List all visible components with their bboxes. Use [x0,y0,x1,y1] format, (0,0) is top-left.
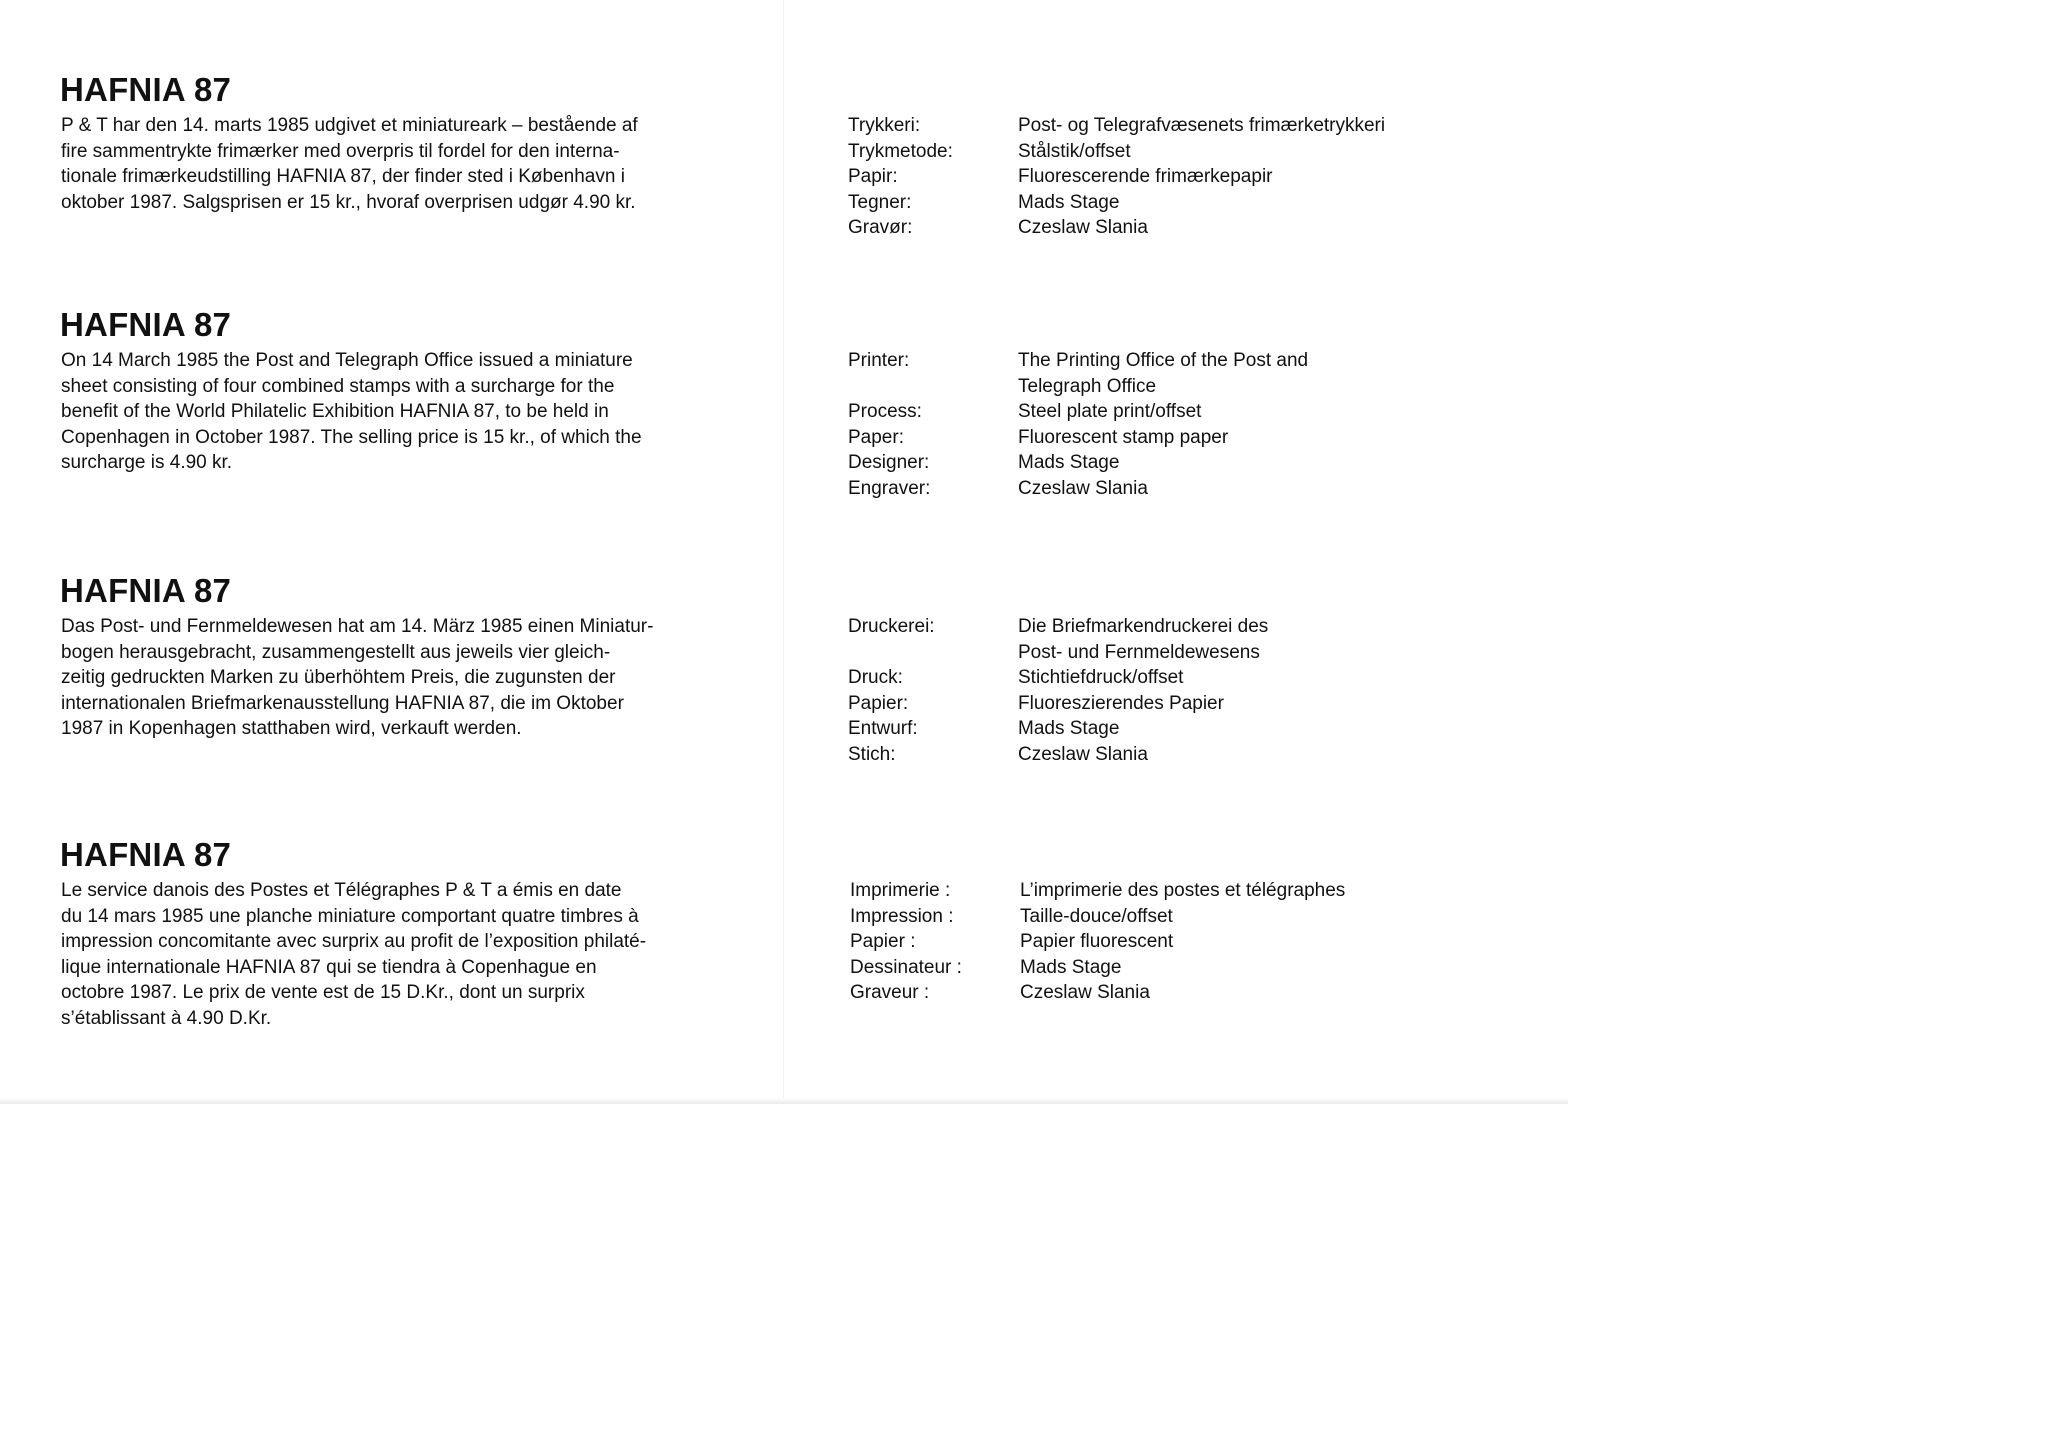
spec-value [1018,425,1528,451]
spec-value [1018,476,1528,502]
specifications-list [848,348,1528,501]
spec-value-line: Post- og Telegrafvæsenets frimærketrykkeri [1018,115,1386,136]
spec-value-line: Post- und Fernmeldewesens [1018,641,1260,663]
spec-label: Impression : [850,905,954,927]
page-bottom-edge [0,1098,1568,1104]
spec-row [850,878,1530,904]
spec-value-line: Czeslaw Slania [1018,217,1148,238]
description-line: benefit of the World Philatelic Exhibition HAFNIA 87, to be held in [61,401,609,422]
spec-value [1020,955,1530,981]
spec-label: Dessinateur : [850,956,962,978]
specifications-list [848,113,1528,241]
description-paragraph [61,348,761,476]
spec-label: Druck: [848,667,903,688]
description-line: tionale frimærkeudstilling HAFNIA 87, der finder sted i København i [61,166,625,187]
spec-value [1018,716,1528,742]
spec-value [1020,878,1530,904]
spec-value [1018,742,1528,768]
description-line: 1987 in Kopenhagen statthaben wird, verkauft werden. [61,718,522,739]
spec-label: Gravør: [848,217,913,238]
description-paragraph [61,113,761,215]
spec-value-line: Mads Stage [1018,718,1120,739]
spec-value [1018,164,1528,190]
spec-value [1018,113,1528,139]
spec-row [848,215,1528,241]
spec-label: Imprimerie : [850,880,951,901]
spec-label: Process: [848,401,922,422]
description-line: Le service danois des Postes et Télégraphes P & T a émis en date [61,880,622,901]
description-line: sheet consisting of four combined stamps with a surcharge for the [61,375,615,397]
spec-value [1020,904,1530,930]
spec-value-line: Die Briefmarkendruckerei des [1018,616,1269,637]
spec-value-line: Steel plate print/offset [1018,401,1202,422]
spec-value-line: Czeslaw Slania [1018,743,1148,765]
spec-value-line: Czeslaw Slania [1018,477,1148,499]
spec-label: Trykkeri: [848,115,921,136]
spec-label: Papir: [848,166,898,187]
spec-label: Paper: [848,426,904,448]
specifications-list [848,614,1528,767]
spec-label: Papier : [850,931,916,952]
spec-row [850,955,1530,981]
spec-row [848,742,1528,768]
description-line: oktober 1987. Salgsprisen er 15 kr., hvoraf overprisen udgør 4.90 kr. [61,191,636,213]
section-title: HAFNIA 87 [60,836,232,873]
spec-value-line: Mads Stage [1018,452,1120,473]
spec-value-line: Papier fluorescent [1020,931,1174,952]
spec-label: Druckerei: [848,616,935,637]
spec-label: Graveur : [850,982,930,1003]
spec-row [848,139,1528,165]
spec-row [850,980,1530,1006]
spec-row [848,113,1528,139]
spec-value [1020,929,1530,955]
description-line: surcharge is 4.90 kr. [61,452,233,473]
page-fold [783,0,784,1104]
spec-row [848,190,1528,216]
description-line: P & T har den 14. marts 1985 udgivet et miniatureark – bestående af [61,115,638,136]
spec-label: Papier: [848,692,909,714]
spec-value [1018,614,1528,665]
spec-value-line: Taille-douce/offset [1020,905,1173,927]
spec-value-line: Fluorescent stamp paper [1018,426,1229,448]
spec-value-line: Fluorescerende frimærkepapir [1018,166,1273,187]
description-line: octobre 1987. Le prix de vente est de 15 D.Kr., dont un surprix [61,982,585,1003]
spec-value-line: Telegraph Office [1018,375,1157,397]
spec-row [848,425,1528,451]
description-line: impression concomitante avec surprix au profit de l’exposition philaté- [61,931,647,952]
description-line: zeitig gedruckten Marken zu überhöhtem Preis, die zugunsten der [61,667,616,688]
spec-label: Entwurf: [848,718,918,739]
spec-value [1018,215,1528,241]
spec-value [1018,450,1528,476]
spec-label: Printer: [848,350,910,371]
section-title: HAFNIA 87 [60,71,232,108]
description-line: bogen herausgebracht, zusammengestellt aus jeweils vier gleich- [61,641,611,663]
spec-value-line: Stichtiefdruck/offset [1018,667,1184,688]
spec-row [850,929,1530,955]
description-line: Copenhagen in October 1987. The selling price is 15 kr., of which the [61,426,642,448]
description-line: internationalen Briefmarkenausstellung HAFNIA 87, die im Oktober [61,692,624,714]
spec-row [848,665,1528,691]
spec-label: Trykmetode: [848,140,953,162]
description-line: du 14 mars 1985 une planche miniature comportant quatre timbres à [61,905,639,927]
section-title: HAFNIA 87 [60,572,232,609]
spec-value [1018,399,1528,425]
description-line: fire sammentrykte frimærker med overpris til fordel for den interna- [61,140,620,162]
description-line: On 14 March 1985 the Post and Telegraph Office issued a miniature [61,350,633,371]
description-line: s’établissant à 4.90 D.Kr. [61,1007,272,1029]
spec-value [1018,348,1528,399]
spec-label: Engraver: [848,477,931,499]
spec-label: Tegner: [848,191,912,213]
spec-value-line: Fluoreszierendes Papier [1018,692,1224,714]
spec-row [850,904,1530,930]
spec-label: Stich: [848,743,896,765]
spec-value-line: Czeslaw Slania [1020,982,1150,1003]
description-line: Das Post- und Fernmeldewesen hat am 14. März 1985 einen Miniatur- [61,616,654,637]
spec-row [848,399,1528,425]
spec-row [848,614,1528,665]
spec-row [848,716,1528,742]
section-title: HAFNIA 87 [60,306,232,343]
spec-value-line: Stålstik/offset [1018,140,1131,162]
spec-value-line: L’imprimerie des postes et télégraphes [1020,880,1346,901]
spec-row [848,450,1528,476]
spec-row [848,691,1528,717]
spec-label: Designer: [848,452,930,473]
spec-value [1020,980,1530,1006]
description-paragraph [61,614,761,742]
spec-value [1018,665,1528,691]
specifications-list [850,878,1530,1006]
spec-row [848,348,1528,399]
spec-value-line: The Printing Office of the Post and [1018,350,1309,371]
spec-row [848,476,1528,502]
spec-value [1018,139,1528,165]
spec-row [848,164,1528,190]
description-paragraph [61,878,761,1031]
description-line: lique internationale HAFNIA 87 qui se tiendra à Copenhague en [61,956,597,978]
spec-value [1018,691,1528,717]
spec-value [1018,190,1528,216]
spec-value-line: Mads Stage [1018,191,1120,213]
spec-value-line: Mads Stage [1020,956,1122,978]
